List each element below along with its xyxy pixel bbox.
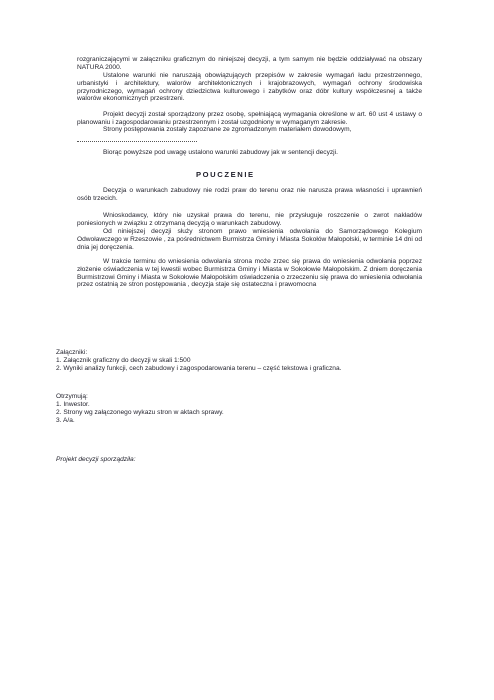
list-item: 3. A/a. [56, 417, 75, 424]
list-item: 1. Załącznik graficzny do decyzji w skali 1:500 [56, 357, 191, 364]
paragraph-projekt-decyzji: Projekt decyzji został sporządzony przez osobę, spełniającą wymagania określone w art. 60 ust 4 ustawy o planowaniu i zagospodarowaniu przestrzennym i został uzgodniony w wymaganym zakresie. [77, 111, 422, 126]
paragraph-ustalone-warunki: Ustalone warunki nie naruszają obowiązujących przepisów w zakresie wymagań ładu przestrzennego, urbanistyki i architektury, walorów architektonicznych i krajobrazowych, wymagań ochrony środowiska przyrodniczego, wymagań ochrony dziedzictwa kulturowego i zabytków oraz dóbr kultury współczesnej a także walorów ekonomicznych przestrzeni. [77, 72, 422, 103]
projekt-footer: Projekt decyzji sporządziła: [56, 456, 136, 463]
section-heading-pouczenie: POUCZENIE [196, 170, 255, 179]
zalaczniki-label: Załączniki: [56, 349, 88, 356]
zalaczniki-list [56, 357, 436, 373]
otrzymuja-list [56, 401, 436, 425]
list-item: 2. Strony wg załączonego wykazu stron w aktach sprawy. [56, 409, 224, 416]
paragraph-biorac: Biorąc powyższe pod uwagę ustalono warunki zabudowy jak w sentencji decyzji. [103, 149, 338, 156]
paragraph-decyzja: Decyzja o warunkach zabudowy nie rodzi praw do terenu oraz nie narusza prawa własności i uprawnień osób trzecich. [77, 187, 422, 202]
dotted-line [77, 140, 197, 142]
paragraph-natura: rozgraniczającymi w załączniku graficznym do niniejszej decyzji, a tym samym nie będzie oddziaływać na obszary NATURA 2000. [77, 56, 422, 71]
otrzymuja-label: Otrzymują: [56, 393, 88, 400]
list-item: 1. Inwestor. [56, 401, 90, 408]
paragraph-wnioskodawcy: Wnioskodawcy, który nie uzyskał prawa do terenu, nie przysługuje roszczenie o zwrot nakładów poniesionych w związku z otrzymaną decyzją o warunkach zabudowy. [77, 212, 422, 227]
paragraph-strony: Strony postępowania zostały zapoznane ze zgromadzonym materiałem dowodowym, [103, 126, 352, 133]
paragraph-odwolanie: Od niniejszej decyzji służy stronom prawo wniesienia odwołania do Samorządowego Kolegium Odwoławczego w Rzeszowie , za pośrednictwem Burmistrza Gminy i Miasta Sokołów Małopolski, w terminie 14 dni od dnia jej doręczenia. [77, 228, 422, 251]
list-item: 2. Wyniki analizy funkcji, cech zabudowy i zagospodarowania terenu – część tekstowa i graficzna. [56, 365, 342, 372]
paragraph-w-trakcie: W trakcie terminu do wniesienia odwołania strona może zrzec się prawa do wniesienia odwołania poprzez złożenie oświadczenia w tej kwestii wobec Burmistrza Gminy i Miasta w Sokołowie Małopolskim. Z dniem doręczenia Burmistrzowi Gminy i Miasta w Sokołowie Małopolskim oświadczenia o zrzeczeniu się prawa do wniesienia odwołania przez ostatnią ze stron postępowania , decyzja staje się ostateczna i prawomocna [77, 258, 422, 289]
